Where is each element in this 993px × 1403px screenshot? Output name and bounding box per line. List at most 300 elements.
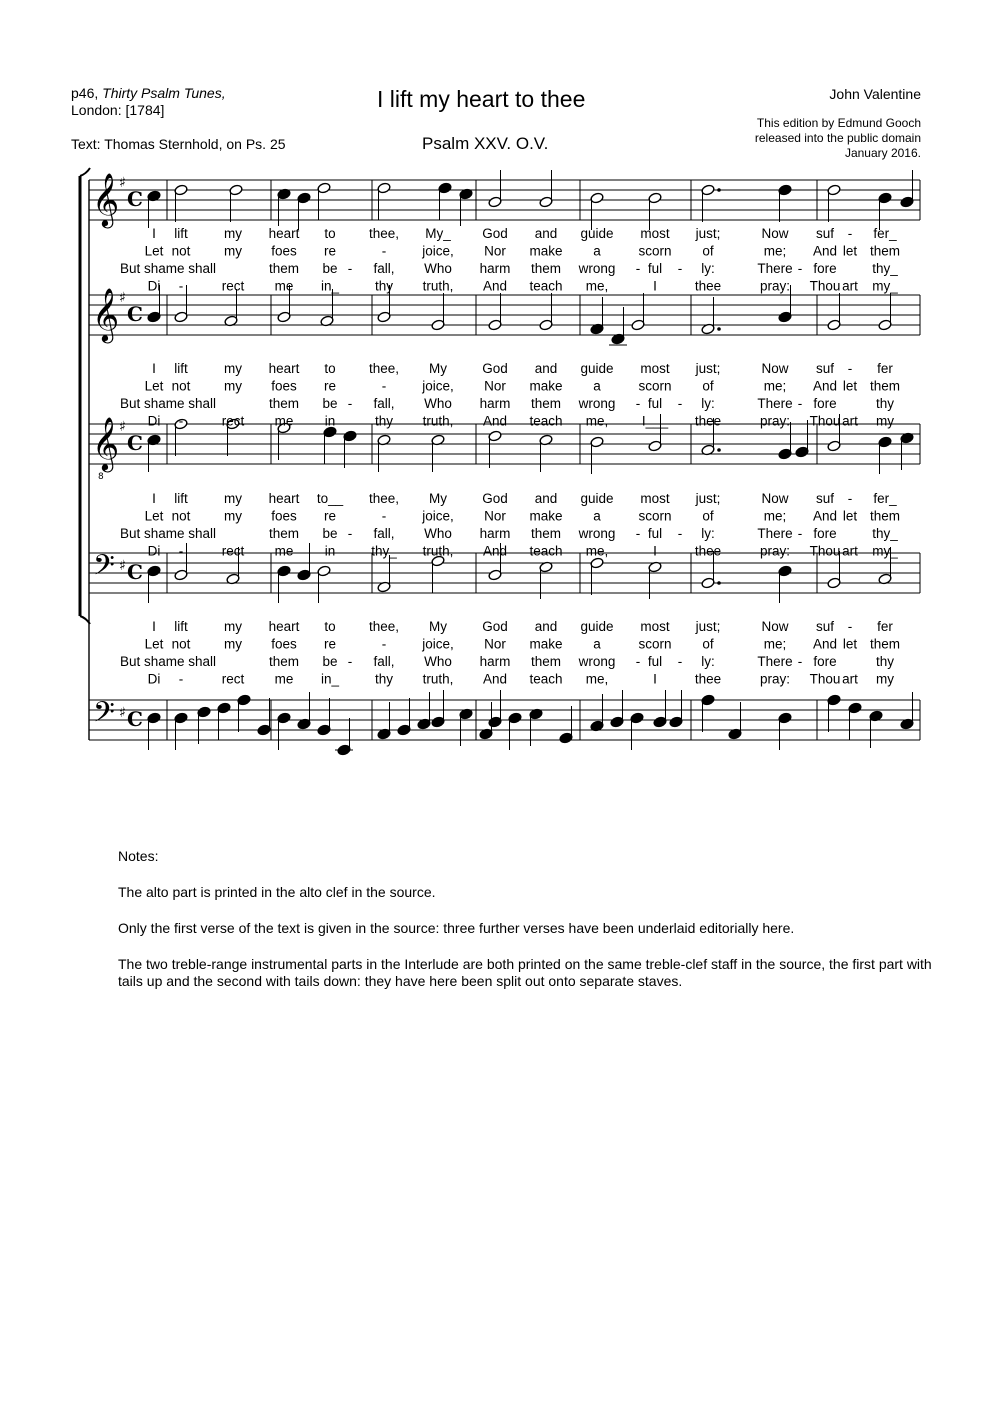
lyric-syllable: thy bbox=[875, 654, 895, 669]
editorial-notes bbox=[118, 848, 938, 1009]
note-head bbox=[174, 311, 188, 323]
lyric-syllable: ly: bbox=[701, 654, 715, 669]
lyric-syllable: suf bbox=[815, 226, 835, 241]
note-dot bbox=[717, 188, 721, 192]
lyric-syllable: There bbox=[757, 654, 793, 669]
lyric-syllable: I bbox=[653, 543, 657, 559]
lyric-syllable: in_ bbox=[320, 671, 340, 687]
key-sharp: ♯ bbox=[119, 705, 126, 721]
lyric-syllable: - bbox=[178, 413, 184, 429]
note-head bbox=[174, 712, 188, 724]
lyric-syllable: wrong bbox=[578, 396, 616, 411]
note-head bbox=[778, 311, 792, 323]
lyric-syllable: And bbox=[812, 243, 838, 259]
lyric-syllable: rect bbox=[221, 543, 245, 559]
lyric-syllable: of bbox=[702, 508, 714, 524]
lyric-syllable: let bbox=[842, 378, 858, 394]
lyric-syllable: pray: bbox=[759, 413, 791, 429]
lyric-syllable: - bbox=[381, 636, 387, 652]
note-head bbox=[778, 184, 792, 196]
lyric-syllable: heart bbox=[268, 361, 300, 376]
note-head bbox=[701, 184, 715, 196]
lyric-syllable: - bbox=[381, 378, 387, 394]
lyric-syllable: fall, bbox=[373, 526, 395, 541]
note-dot bbox=[717, 448, 721, 452]
lyric-syllable: ly: bbox=[701, 396, 715, 411]
lyric-syllable: fall, bbox=[373, 261, 395, 276]
lyric-syllable: Di bbox=[147, 278, 161, 294]
note-head bbox=[397, 724, 411, 736]
lyric-syllable: heart bbox=[268, 491, 300, 506]
lyric-syllable: And bbox=[812, 508, 838, 524]
lyric-syllable: thy bbox=[374, 413, 394, 429]
note-head bbox=[827, 319, 841, 331]
lyric-syllable: Di bbox=[147, 671, 161, 687]
lyric-syllable: my bbox=[224, 243, 242, 259]
lyric-syllable: thee bbox=[694, 543, 722, 559]
note-head bbox=[827, 184, 841, 196]
lyric-syllable: them bbox=[530, 261, 562, 276]
note-head bbox=[648, 440, 662, 452]
lyric-syllable: Nor bbox=[484, 378, 506, 394]
lyric-syllable: my bbox=[224, 636, 242, 652]
note-head bbox=[431, 319, 445, 331]
lyric-syllable: Thou bbox=[809, 543, 841, 559]
lyric-syllable: my_ bbox=[872, 278, 898, 294]
lyric-syllable: fore bbox=[813, 526, 837, 541]
lyric-syllable: Now bbox=[761, 226, 789, 241]
lyric-syllable: most bbox=[640, 226, 670, 241]
lyric-syllable: just; bbox=[695, 491, 721, 506]
lyric-syllable: me; bbox=[763, 243, 787, 259]
lyric-syllable: There bbox=[757, 261, 793, 276]
lyric-syllable: art bbox=[842, 278, 858, 294]
lyric-syllable: of bbox=[702, 378, 714, 394]
page-subtitle: Psalm XXV. O.V. bbox=[422, 134, 549, 153]
lyric-syllable: Now bbox=[761, 619, 789, 634]
note-head bbox=[431, 716, 445, 728]
lyric-syllable: my bbox=[224, 491, 242, 506]
lyric-syllable: fer bbox=[877, 361, 893, 376]
lyric-syllable: to bbox=[324, 226, 336, 241]
lyric-syllable: truth, bbox=[422, 278, 454, 294]
time-signature: C bbox=[127, 187, 143, 211]
lyric-syllable: I bbox=[653, 278, 657, 294]
lyric-syllable: of bbox=[702, 243, 714, 259]
lyric-syllable: make bbox=[529, 243, 563, 259]
lyric-syllable: truth, bbox=[422, 543, 454, 559]
lyric-syllable: not bbox=[171, 508, 191, 524]
note-head bbox=[277, 565, 291, 577]
note-head bbox=[488, 569, 502, 581]
lyric-syllable: Thou bbox=[809, 671, 841, 687]
lyric-syllable: I bbox=[152, 491, 156, 506]
lyric-syllable: make bbox=[529, 508, 563, 524]
lyric-syllable: my bbox=[224, 619, 242, 634]
lyric-syllable: fer_ bbox=[873, 491, 897, 506]
lyric-syllable: most bbox=[640, 619, 670, 634]
lyric-syllable: thee, bbox=[368, 226, 400, 241]
lyric-syllable: make bbox=[529, 636, 563, 652]
lyric-syllable: rect bbox=[221, 278, 245, 294]
lyric-syllable: joice, bbox=[422, 636, 454, 652]
note-item: The alto part is printed in the alto clef in the source. bbox=[118, 884, 436, 900]
source-prefix: p46, bbox=[71, 85, 103, 101]
lyric-syllable: me bbox=[274, 671, 294, 687]
lyric-syllable: be bbox=[322, 526, 338, 541]
time-signature: C bbox=[127, 560, 143, 584]
lyric-syllable: thy bbox=[875, 396, 895, 411]
lyric-syllable: - bbox=[635, 261, 641, 276]
note-head bbox=[217, 702, 231, 714]
lyric-syllable: But shame shall bbox=[119, 261, 217, 276]
lyric-syllable: them bbox=[869, 508, 901, 524]
license-line: released into the public domain bbox=[754, 131, 921, 145]
lyric-syllable: thy_ bbox=[872, 526, 898, 541]
note-head bbox=[559, 732, 573, 744]
lyric-syllable: guide bbox=[580, 619, 614, 634]
lyric-syllable: lift bbox=[174, 226, 188, 241]
treble-clef: 𝄞 bbox=[92, 416, 120, 470]
lyric-syllable: Who bbox=[424, 261, 452, 276]
lyric-syllable: my bbox=[224, 508, 242, 524]
lyric-syllable: to bbox=[324, 619, 336, 634]
lyric-syllable: a bbox=[593, 636, 601, 652]
lyric-syllable: - bbox=[381, 243, 387, 259]
lyric-syllable: But shame shall bbox=[119, 654, 217, 669]
lyric-syllable: I bbox=[152, 226, 156, 241]
bracket-hook bbox=[80, 168, 90, 176]
note-head bbox=[827, 577, 841, 589]
note-head bbox=[229, 184, 243, 196]
note-head bbox=[610, 716, 624, 728]
lyric-syllable: God bbox=[482, 361, 508, 376]
lyric-syllable: just; bbox=[695, 619, 721, 634]
lyric-syllable: harm bbox=[479, 396, 511, 411]
lyric-syllable: of bbox=[702, 636, 714, 652]
key-sharp: ♯ bbox=[119, 175, 126, 191]
note-dot bbox=[717, 327, 721, 331]
note-head bbox=[377, 182, 391, 194]
lyric-syllable: foes bbox=[271, 636, 297, 652]
lyric-syllable: be bbox=[322, 654, 338, 669]
lyric-syllable: But shame shall bbox=[119, 396, 217, 411]
lyric-syllable: me bbox=[274, 413, 294, 429]
lyric-syllable: My bbox=[429, 619, 447, 634]
lyric-syllable: suf bbox=[815, 491, 835, 506]
key-sharp: ♯ bbox=[119, 419, 126, 435]
note-head bbox=[795, 446, 809, 458]
lyric-syllable: I bbox=[152, 619, 156, 634]
lyric-syllable: There bbox=[757, 526, 793, 541]
lyric-syllable: be bbox=[322, 261, 338, 276]
lyric-syllable: lift bbox=[174, 619, 188, 634]
lyric-syllable: - bbox=[797, 526, 803, 541]
lyric-syllable: my bbox=[224, 378, 242, 394]
lyric-syllable: thee bbox=[694, 671, 722, 687]
lyric-syllable: let bbox=[842, 508, 858, 524]
lyric-syllable: My bbox=[429, 361, 447, 376]
note-head bbox=[488, 196, 502, 208]
lyric-syllable: them bbox=[530, 396, 562, 411]
lyric-syllable: thy_ bbox=[371, 543, 397, 559]
lyric-syllable: - bbox=[677, 526, 683, 541]
lyric-syllable: Nor bbox=[484, 243, 506, 259]
lyric-syllable: scorn bbox=[638, 378, 672, 394]
lyric-syllable: Now bbox=[761, 491, 789, 506]
lyric-syllable: teach bbox=[529, 413, 563, 429]
lyric-syllable: art bbox=[842, 413, 858, 429]
note-head bbox=[147, 712, 161, 724]
lyric-syllable: - bbox=[347, 526, 353, 541]
lyric-syllable: - bbox=[847, 491, 853, 506]
lyric-syllable: thee bbox=[694, 413, 722, 429]
lyric-syllable: harm bbox=[479, 526, 511, 541]
lyric-syllable: them bbox=[268, 396, 300, 411]
lyric-syllable: And bbox=[812, 378, 838, 394]
lyric-syllable: And bbox=[482, 278, 508, 294]
time-signature: C bbox=[127, 707, 143, 731]
note-head bbox=[343, 430, 357, 442]
lyric-syllable: Who bbox=[424, 526, 452, 541]
lyric-syllable: guide bbox=[580, 491, 614, 506]
note-head bbox=[631, 319, 645, 331]
lyric-syllable: joice, bbox=[422, 508, 454, 524]
lyric-syllable: ful bbox=[647, 261, 663, 276]
lyric-syllable: - bbox=[381, 508, 387, 524]
note-head bbox=[438, 182, 452, 194]
lyric-syllable: them bbox=[530, 526, 562, 541]
lyric-syllable: suf bbox=[815, 361, 835, 376]
note-head bbox=[377, 311, 391, 323]
lyric-syllable: art bbox=[842, 671, 858, 687]
lyric-syllable: my_ bbox=[872, 543, 898, 559]
lyric-syllable: My bbox=[429, 491, 447, 506]
lyric-syllable: - bbox=[797, 396, 803, 411]
lyric-syllable: God bbox=[482, 619, 508, 634]
lyric-syllable: fall, bbox=[373, 654, 395, 669]
lyric-syllable: let bbox=[842, 636, 858, 652]
lyric-syllable: them bbox=[869, 243, 901, 259]
lyric-syllable: Now bbox=[761, 361, 789, 376]
lyric-syllable: be bbox=[322, 396, 338, 411]
lyric-syllable: not bbox=[171, 378, 191, 394]
license-line: This edition by Edmund Gooch bbox=[756, 116, 921, 130]
lyric-syllable: I___ bbox=[641, 413, 669, 429]
lyric-syllable: harm bbox=[479, 654, 511, 669]
note-head bbox=[488, 430, 502, 442]
note-head bbox=[590, 436, 604, 448]
composer: John Valentine bbox=[829, 86, 921, 102]
lyric-syllable: in bbox=[324, 543, 336, 559]
lyric-syllable: me; bbox=[763, 378, 787, 394]
lyric-syllable: - bbox=[178, 671, 184, 687]
lyric-syllable: But shame shall bbox=[119, 526, 217, 541]
notes-heading: Notes: bbox=[118, 848, 159, 864]
lyric-syllable: scorn bbox=[638, 243, 672, 259]
lyric-syllable: - bbox=[347, 654, 353, 669]
lyric-syllable: to__ bbox=[316, 491, 344, 506]
lyric-syllable: - bbox=[178, 278, 184, 294]
note-head bbox=[827, 440, 841, 452]
lyric-syllable: rect bbox=[221, 413, 245, 429]
lyric-syllable: make bbox=[529, 378, 563, 394]
note-head bbox=[669, 716, 683, 728]
lyric-syllable: pray: bbox=[759, 278, 791, 294]
lyric-syllable: re bbox=[323, 243, 337, 259]
lyric-syllable: and bbox=[534, 226, 558, 241]
license-line: January 2016. bbox=[844, 146, 921, 160]
treble-clef: 𝄞 bbox=[92, 287, 120, 341]
lyric-syllable: me; bbox=[763, 636, 787, 652]
lyric-syllable: ful bbox=[647, 396, 663, 411]
source-title: Thirty Psalm Tunes, bbox=[102, 85, 226, 101]
lyric-syllable: - bbox=[178, 543, 184, 559]
lyric-syllable: truth, bbox=[422, 671, 454, 687]
lyric-syllable: Let bbox=[144, 378, 164, 394]
lyric-syllable: a bbox=[593, 508, 601, 524]
lyric-syllable: them bbox=[268, 261, 300, 276]
text-credit: Text: Thomas Sternhold, on Ps. 25 bbox=[71, 136, 286, 152]
lyric-syllable: my bbox=[876, 671, 894, 687]
lyric-syllable: Let bbox=[144, 243, 164, 259]
lyric-syllable: - bbox=[347, 261, 353, 276]
note-head bbox=[653, 716, 667, 728]
lyric-syllable: most bbox=[640, 361, 670, 376]
lyric-syllable: - bbox=[677, 654, 683, 669]
note-head bbox=[539, 319, 553, 331]
lyric-syllable: my bbox=[224, 226, 242, 241]
lyric-syllable: thee, bbox=[368, 619, 400, 634]
lyric-syllable: let bbox=[842, 243, 858, 259]
lyric-syllable: - bbox=[347, 396, 353, 411]
note-head bbox=[900, 196, 914, 208]
note-head bbox=[878, 436, 892, 448]
lyric-syllable: just; bbox=[695, 226, 721, 241]
lyric-syllable: ly: bbox=[701, 261, 715, 276]
lyric-syllable: rect bbox=[221, 671, 245, 687]
lyric-syllable: me; bbox=[763, 508, 787, 524]
lyric-syllable: Let bbox=[144, 636, 164, 652]
key-sharp: ♯ bbox=[119, 558, 126, 574]
lyric-syllable: fer bbox=[877, 619, 893, 634]
note-head bbox=[630, 712, 644, 724]
lyric-syllable: in bbox=[324, 413, 336, 429]
time-signature: C bbox=[127, 302, 143, 326]
lyric-syllable: ly: bbox=[701, 526, 715, 541]
lyric-syllable: pray: bbox=[759, 543, 791, 559]
bass-clef: 𝄢 bbox=[93, 696, 115, 736]
lyric-syllable: fore bbox=[813, 654, 837, 669]
lyric-syllable: - bbox=[677, 396, 683, 411]
lyric-syllable: wrong bbox=[578, 654, 616, 669]
note-head bbox=[648, 192, 662, 204]
lyric-syllable: thee, bbox=[368, 491, 400, 506]
lyric-syllable: fore bbox=[813, 396, 837, 411]
lyric-syllable: wrong bbox=[578, 526, 616, 541]
note-head bbox=[297, 192, 311, 204]
bass-clef: 𝄢 bbox=[93, 549, 115, 589]
note-head bbox=[878, 319, 892, 331]
lyric-syllable: most bbox=[640, 491, 670, 506]
lyric-syllable: scorn bbox=[638, 508, 672, 524]
note-head bbox=[778, 448, 792, 460]
note-head bbox=[488, 716, 502, 728]
lyric-syllable: lift bbox=[174, 491, 188, 506]
note-head bbox=[778, 565, 792, 577]
lyric-syllable: in_ bbox=[320, 278, 340, 294]
lyric-syllable: joice, bbox=[422, 378, 454, 394]
lyric-syllable: And bbox=[812, 636, 838, 652]
lyric-syllable: guide bbox=[580, 361, 614, 376]
note-head bbox=[147, 311, 161, 323]
lyric-syllable: truth, bbox=[422, 413, 454, 429]
lyric-syllable: re bbox=[323, 508, 337, 524]
lyric-syllable: fer_ bbox=[873, 226, 897, 241]
lyric-syllable: I bbox=[653, 671, 657, 687]
lyric-syllable: foes bbox=[271, 508, 297, 524]
lyric-syllable: my bbox=[876, 413, 894, 429]
lyric-syllable: thy bbox=[374, 671, 394, 687]
lyric-syllable: harm bbox=[479, 261, 511, 276]
lyric-syllable: God bbox=[482, 491, 508, 506]
lyric-syllable: me, bbox=[585, 413, 609, 429]
lyric-syllable: my bbox=[224, 361, 242, 376]
lyric-syllable: fore bbox=[813, 261, 837, 276]
note-head bbox=[701, 694, 715, 706]
source-place: London: [1784] bbox=[71, 102, 165, 118]
lyric-syllable: foes bbox=[271, 378, 297, 394]
note-head bbox=[701, 577, 715, 589]
lyric-syllable: - bbox=[797, 261, 803, 276]
lyric-syllable: pray: bbox=[759, 671, 791, 687]
lyric-syllable: - bbox=[797, 654, 803, 669]
note-head bbox=[257, 724, 271, 736]
lyric-syllable: guide bbox=[580, 226, 614, 241]
lyric-syllable: and bbox=[534, 619, 558, 634]
lyric-syllable: And bbox=[482, 413, 508, 429]
lyric-syllable: suf bbox=[815, 619, 835, 634]
note-item: The two treble-range instrumental parts in the Interlude are both printed on the same treble-clef staff in the source, the first part with tails up and the second with tails down: they have here been split out onto separate staves. bbox=[118, 956, 932, 989]
note-head bbox=[848, 702, 862, 714]
note-head bbox=[147, 565, 161, 577]
lyric-syllable: ful bbox=[647, 654, 663, 669]
note-head bbox=[590, 192, 604, 204]
lyric-syllable: heart bbox=[268, 226, 300, 241]
page-title: I lift my heart to thee bbox=[377, 86, 586, 112]
lyric-syllable: scorn bbox=[638, 636, 672, 652]
lyric-syllable: me, bbox=[585, 278, 609, 294]
lyric-syllable: - bbox=[847, 619, 853, 634]
lyric-syllable: - bbox=[635, 654, 641, 669]
note-head bbox=[197, 706, 211, 718]
note-head bbox=[277, 712, 291, 724]
note-head bbox=[878, 192, 892, 204]
lyric-syllable: - bbox=[847, 361, 853, 376]
note-head bbox=[508, 712, 522, 724]
lyric-syllable: thee, bbox=[368, 361, 400, 376]
lyric-syllable: me bbox=[274, 543, 294, 559]
lyric-syllable: heart bbox=[268, 619, 300, 634]
note-head bbox=[317, 724, 331, 736]
lyric-syllable: - bbox=[677, 261, 683, 276]
lyric-syllable: them bbox=[268, 654, 300, 669]
lyric-syllable: Thou bbox=[809, 278, 841, 294]
note-head bbox=[297, 569, 311, 581]
lyric-syllable: not bbox=[171, 636, 191, 652]
clefs bbox=[92, 172, 143, 736]
lyric-syllable: There bbox=[757, 396, 793, 411]
